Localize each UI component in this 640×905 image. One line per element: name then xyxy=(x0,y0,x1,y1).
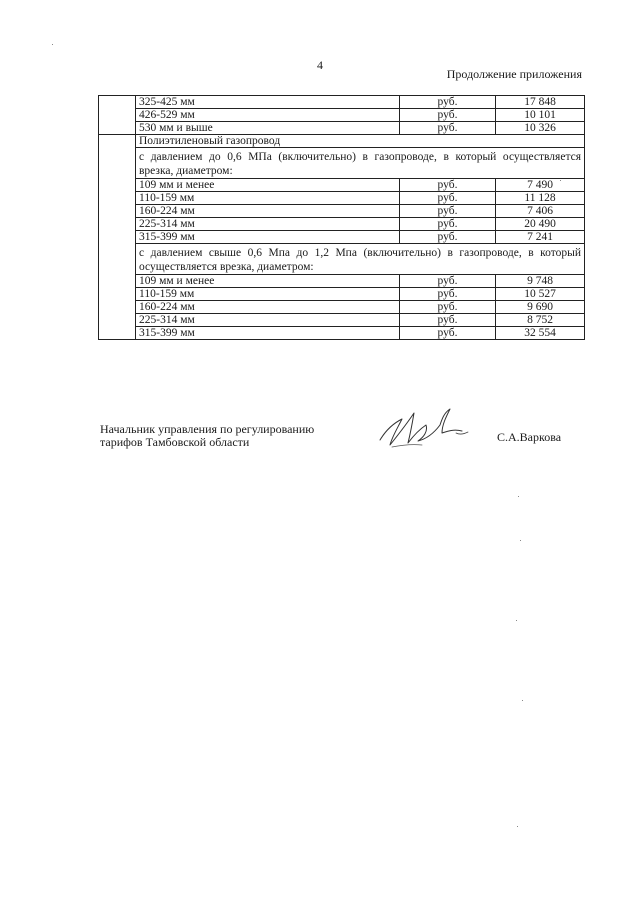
size-cell: 530 мм и выше xyxy=(136,122,400,135)
unit-cell: руб. xyxy=(400,205,496,218)
group-heading: с давлением до 0,6 МПа (включительно) в газопроводе, в который осуществляется врезка, диаметром: xyxy=(136,148,585,179)
size-cell: 109 мм и менее xyxy=(136,275,400,288)
size-cell: 315-399 мм xyxy=(136,231,400,244)
size-cell: 225-314 мм xyxy=(136,218,400,231)
size-cell: 109 мм и менее xyxy=(136,179,400,192)
size-cell: 160-224 мм xyxy=(136,205,400,218)
table-row xyxy=(99,135,585,148)
table-row xyxy=(99,301,585,314)
value-cell: 10 326 xyxy=(496,122,585,135)
value-cell: 11 128 xyxy=(496,192,585,205)
value-cell: 7 490 xyxy=(496,179,585,192)
signer-title-line: Начальник управления по регулированию xyxy=(100,422,315,436)
value-cell: 10 527 xyxy=(496,288,585,301)
table-row xyxy=(99,148,585,179)
unit-cell: руб. xyxy=(400,288,496,301)
signer-name: С.А.Варкова xyxy=(497,430,562,444)
unit-cell: руб. xyxy=(400,179,496,192)
tariff-table xyxy=(98,95,585,340)
value-cell: 17 848 xyxy=(496,96,585,109)
table-row xyxy=(99,244,585,275)
group-heading: с давлением свыше 0,6 Мпа до 1,2 Мпа (включительно) в газопроводе, в который осуществляется врезка, диаметром: xyxy=(136,244,585,275)
unit-cell: руб. xyxy=(400,109,496,122)
table-row xyxy=(99,179,585,192)
handwritten-signature xyxy=(372,395,472,455)
value-cell: 9 748 xyxy=(496,275,585,288)
size-cell: 110-159 мм xyxy=(136,288,400,301)
unit-cell: руб. xyxy=(400,231,496,244)
continuation-label: Продолжение приложения xyxy=(446,67,582,81)
unit-cell: руб. xyxy=(400,275,496,288)
value-cell: 9 690 xyxy=(496,301,585,314)
table-row xyxy=(99,218,585,231)
unit-cell: руб. xyxy=(400,314,496,327)
index-cell xyxy=(99,135,136,340)
unit-cell: руб. xyxy=(400,192,496,205)
value-cell: 7 406 xyxy=(496,205,585,218)
size-cell: 325-425 мм xyxy=(136,96,400,109)
unit-cell: руб. xyxy=(400,122,496,135)
table-row xyxy=(99,275,585,288)
value-cell: 8 752 xyxy=(496,314,585,327)
section-title: Полиэтиленовый газопровод xyxy=(136,135,585,148)
size-cell: 426-529 мм xyxy=(136,109,400,122)
value-cell: 10 101 xyxy=(496,109,585,122)
table-row xyxy=(99,231,585,244)
unit-cell: руб. xyxy=(400,96,496,109)
signer-title-line: тарифов Тамбовской области xyxy=(100,435,250,449)
table-row xyxy=(99,205,585,218)
value-cell: 20 490 xyxy=(496,218,585,231)
size-cell: 315-399 мм xyxy=(136,327,400,340)
table-row xyxy=(99,192,585,205)
unit-cell: руб. xyxy=(400,327,496,340)
table-row xyxy=(99,288,585,301)
value-cell: 32 554 xyxy=(496,327,585,340)
index-cell xyxy=(99,96,136,135)
unit-cell: руб. xyxy=(400,301,496,314)
size-cell: 110-159 мм xyxy=(136,192,400,205)
table-row xyxy=(99,96,585,109)
signer-title xyxy=(100,423,370,449)
size-cell: 225-314 мм xyxy=(136,314,400,327)
table-row xyxy=(99,314,585,327)
table-row xyxy=(99,122,585,135)
table-row xyxy=(99,109,585,122)
table-row xyxy=(99,327,585,340)
unit-cell: руб. xyxy=(400,218,496,231)
page-number: 4 xyxy=(317,58,323,72)
value-cell: 7 241 xyxy=(496,231,585,244)
size-cell: 160-224 мм xyxy=(136,301,400,314)
